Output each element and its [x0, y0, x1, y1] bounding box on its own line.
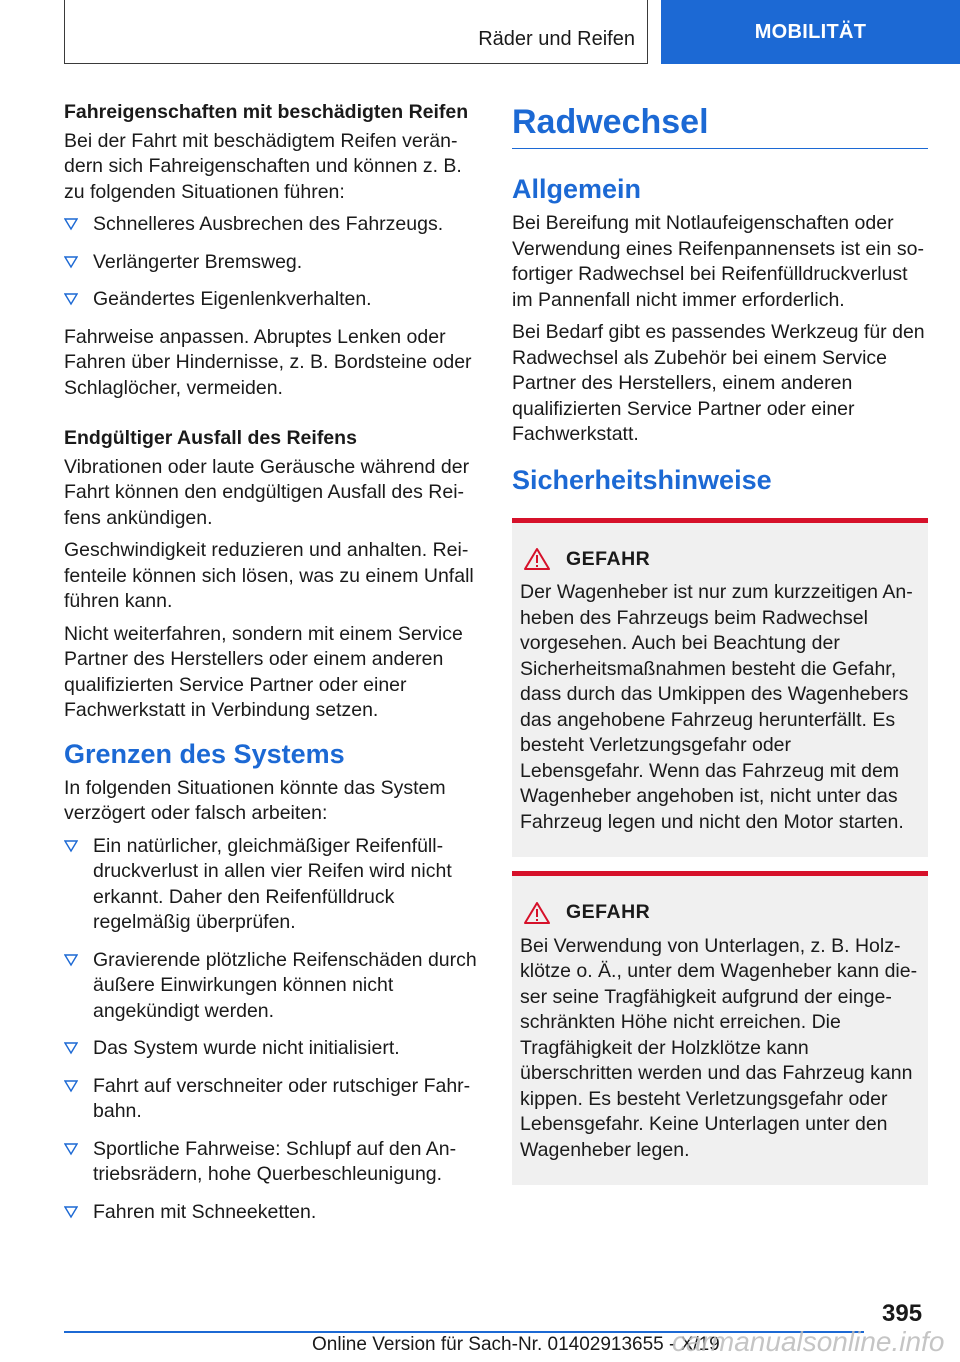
list-item: [64, 212, 478, 238]
list-item: [64, 1137, 478, 1188]
list-item-text: Geändertes Eigenlenkverhalten.: [93, 288, 372, 310]
paragraph: Bei der Fahrt mit beschädigtem Reifen verändern sich Fahreigenschaften und können z. B. zu folgenden Situationen führen:: [64, 129, 462, 203]
paragraph: Bei Bedarf gibt es passendes Werkzeug für den Radwechsel als Zubehör bei einem Service Partner des Herstellers, einem anderen qualifizierten Service Partner oder einer Fachwerkstatt.: [512, 321, 925, 445]
list-item-text: Das System wurde nicht initialisiert.: [93, 1037, 400, 1059]
triangle-bullet-icon: [64, 217, 78, 231]
list-item-text: Ein natürlicher, gleichmäßiger Reifenfülldruckverlust in allen vier Reifen wird nicht erkannt. Daher den Reifenfülldruck regelmäßig überprüfen.: [93, 834, 452, 933]
right-column: [512, 100, 928, 1199]
paragraph: Fahrweise anpassen. Abruptes Lenken oder Fahren über Hindernisse, z. B. Bordsteine oder Schlaglöcher, vermeiden.: [64, 325, 472, 399]
page-number: 395: [882, 1300, 923, 1327]
left-column: [64, 100, 478, 1237]
list-item: [64, 1036, 478, 1062]
paragraph: Vibrationen oder laute Geräusche während der Fahrt können den endgültigen Ausfall des Reifens ankündigen.: [64, 455, 470, 529]
triangle-bullet-icon: [64, 953, 78, 967]
warning-title: GEFAHR: [566, 901, 651, 923]
list-item: [64, 948, 478, 1025]
header-chapter-tab: MOBILITÄT: [661, 0, 960, 64]
watermark: carmanualsonline.info: [672, 1326, 945, 1357]
list-item: [64, 287, 478, 313]
triangle-bullet-icon: [64, 1041, 78, 1055]
danger-warning-box: [512, 518, 928, 858]
heading-general: Allgemein: [512, 174, 642, 204]
list-item-text: Sportliche Fahrweise: Schlupf auf den Antriebsrädern, hohe Querbeschleunigung.: [93, 1137, 457, 1185]
paragraph: Bei Bereifung mit Notlaufeigenschaften oder Verwendung eines Reifenpannensets ist ein sofortiger Radwechsel bei Reifenfülldruckverlust im Pannenfall nicht immer erforderlich.: [512, 212, 924, 311]
header-section-box: [64, 0, 648, 64]
danger-warning-box: [512, 871, 928, 1185]
list-item: [64, 1200, 478, 1226]
list-item-text: Fahren mit Schneeketten.: [93, 1200, 317, 1223]
list-item: [64, 834, 478, 936]
subheading-final-failure: Endgültiger Ausfall des Reifens: [64, 427, 357, 449]
header-section-title: Räder und Reifen: [478, 28, 635, 50]
heading-wheel-change: Radwechsel: [512, 100, 928, 149]
paragraph: In folgenden Situationen könnte das System verzögert oder falsch arbeiten:: [64, 776, 446, 824]
list-item-text: Gravierende plötzliche Reifenschäden durch äußere Einwirkungen können nicht angekündigt werden.: [93, 948, 477, 1022]
list-item: [64, 1074, 478, 1125]
list-item-text: Verlängerter Bremsweg.: [93, 250, 303, 273]
heading-safety-notes: Sicherheitshinweise: [512, 464, 772, 495]
triangle-bullet-icon: [64, 1205, 78, 1219]
warning-triangle-icon: [524, 901, 550, 925]
bullet-list-effects: [64, 212, 478, 313]
footer-online-version: Online Version für Sach-Nr. 01402913655 - X/19: [312, 1334, 720, 1355]
triangle-bullet-icon: [64, 255, 78, 269]
subheading-damaged-tyres: Fahreigenschaften mit beschädigten Reifen: [64, 101, 469, 123]
list-item-text: Fahrt auf verschneiter oder rutschiger Fahrbahn.: [93, 1074, 471, 1122]
paragraph: Geschwindigkeit reduzieren und anhalten. Reifenteile können sich lösen, was zu einem Unfall führen kann.: [64, 539, 474, 612]
triangle-bullet-icon: [64, 292, 78, 306]
paragraph: Nicht weiterfahren, sondern mit einem Service Partner des Herstellers oder einem anderen qualifizierten Service Partner oder einer Fachwerkstatt in Verbindung setzen.: [64, 622, 463, 721]
warning-header: [520, 547, 920, 573]
warning-header: [520, 900, 920, 926]
heading-system-limits: Grenzen des Systems: [64, 738, 345, 769]
bullet-list-limits: [64, 834, 478, 1226]
warning-triangle-icon: [524, 547, 550, 571]
list-item-text: Schnelleres Ausbrechen des Fahrzeugs.: [93, 213, 444, 235]
warning-text: Der Wagenheber ist nur zum kurzzeitigen Anheben des Fahrzeugs beim Radwechsel vorgesehen. Auch bei Beachtung der Sicherheitsmaßnahmen besteht die Gefahr, dass durch das Umkippen des Wagenhebers das angehobene Fahrzeug herunterfällt. Es besteht Verletzungsgefahr oder Lebensgefahr. Wenn das Fahrzeug mit dem Wagenheber angehoben ist, nicht unter das Fahrzeug legen und nicht den Motor starten.: [520, 581, 913, 833]
triangle-bullet-icon: [64, 1142, 78, 1156]
warning-text: Bei Verwendung von Unterlagen, z. B. Holzklötze o. Ä., unter dem Wagenheber kann dieser seine Tragfähigkeit aufgrund der eingeschränkten Höhe nicht erreichen. Die Tragfähigkeit der Holzklötze kann überschritten werden und das Fahrzeug kann kippen. Es besteht Verletzungsgefahr oder Lebensgefahr. Keine Unterlagen unter den Wagenheber legen.: [520, 934, 918, 1161]
triangle-bullet-icon: [64, 1079, 78, 1093]
warning-title: GEFAHR: [566, 547, 651, 570]
triangle-bullet-icon: [64, 839, 78, 853]
list-item: [64, 250, 478, 276]
